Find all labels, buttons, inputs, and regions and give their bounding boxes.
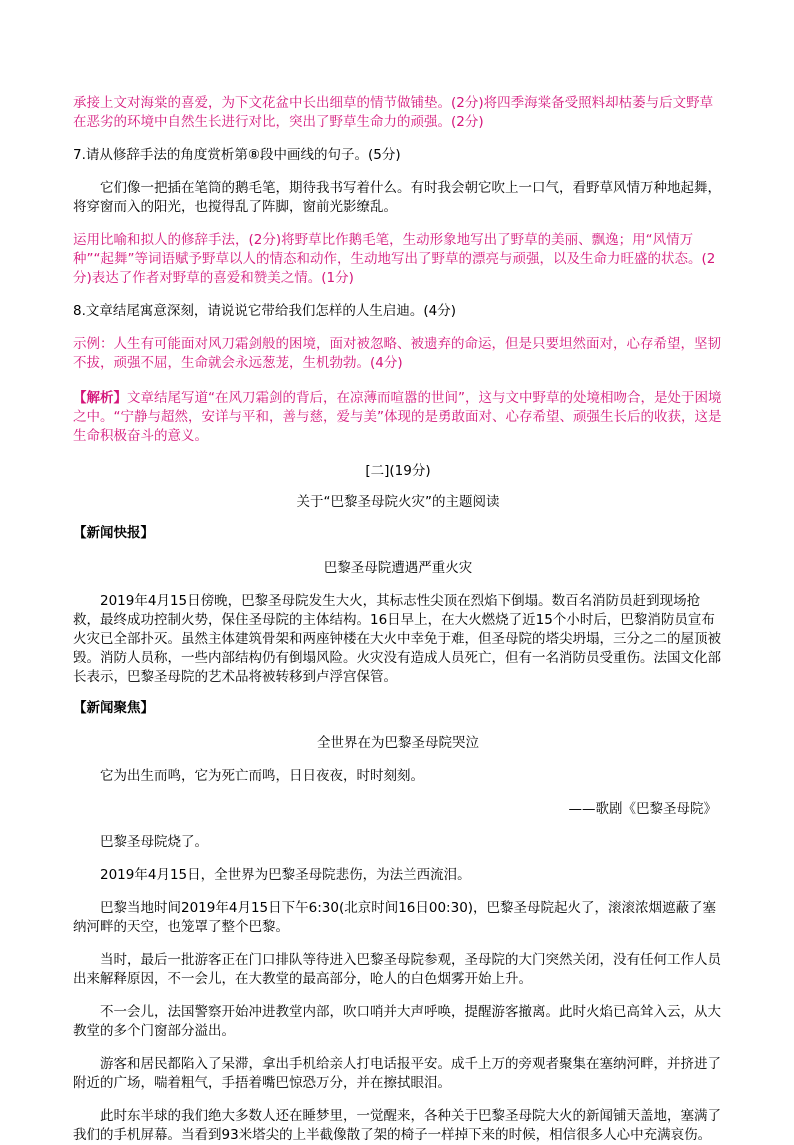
news-focus-paragraph: 游客和居民都陷入了呆滞，拿出手机给亲人打电话报平安。成千上万的旁观者聚集在塞纳河畔，并挤进了附近的广场，喘着粗气，手捂着嘴巴惊恐万分，并在擦拭眼泪。 (73, 1056, 721, 1091)
news-flash-title: 巴黎圣母院遭遇严重火灾 (323, 560, 473, 576)
section-heading: [二](19分) (365, 463, 431, 479)
analysis-tag: 【解析】 (73, 390, 127, 406)
q6-answer: 承接上文对海棠的喜爱，为下文花盆中长出细草的情节做铺垫。(2分)将四季海棠备受照料却枯萎与后文野草在恶劣的环境中自然生长进行对比，突出了野草生命力的顽强。(2分) (73, 95, 714, 130)
news-focus-paragraph: 2019年4月15日，全世界为巴黎圣母院悲伤，为法兰西流泪。 (100, 867, 471, 883)
document-page (73, 94, 723, 1145)
analysis-text: 文章结尾写道“在风刀霜剑的背后，在凉薄而喧嚣的世间”，这与文中野草的处境相吻合，是处于困境之中。“宁静与超然，安详与平和，善与慈，爱与美”体现的是勇敢面对、心存希望、顽强生长后的收获，这是生命积极奋斗的意义。 (73, 390, 722, 444)
q7-question: 7.请从修辞手法的角度赏析第⑧段中画线的句子。(5分) (73, 147, 401, 163)
news-focus-paragraph: 巴黎当地时间2019年4月15日下午6:30(北京时间16日00:30)，巴黎圣母院起火了，滚滚浓烟遮蔽了塞纳河畔的天空，也笼罩了整个巴黎。 (73, 900, 717, 935)
section-topic: 关于“巴黎圣母院火灾”的主题阅读 (296, 494, 500, 510)
news-focus-paragraph: 巴黎圣母院烧了。 (100, 834, 208, 850)
news-focus-label: 【新闻聚焦】 (73, 700, 154, 716)
news-flash-body: 2019年4月15日傍晚，巴黎圣母院发生大火，其标志性尖顶在烈焰下倒塌。数百名消防员赶到现场抢救，最终成功控制火势，保住圣母院的主体结构。16日早上，在大火燃烧了近15个小时后，巴黎消防员宣布火灾已全部扑灭。虽然主体建筑骨架和两座钟楼在大火中幸免于难，但圣母院的塔尖坍塌，三分之二的屋顶被毁。消防人员称，一些内部结构仍有倒塌风险。火灾没有造成人员死亡，但有一名消防员受重伤。法国文化部长表示，巴黎圣母院的艺术品将被转移到卢浮宫保管。 (73, 593, 721, 685)
epigraph-attribution: ——歌剧《巴黎圣母院》 (568, 801, 717, 817)
q8-answer: 示例：人生有可能面对风刀霜剑般的困境，面对被忽略、被遗弃的命运，但是只要坦然面对，心存希望，坚韧不拔，顽强不屈，生命就会永远葱茏，生机勃勃。(4分) (73, 336, 721, 371)
news-focus-paragraph: 此时东半球的我们绝大多数人还在睡梦里，一觉醒来，各种关于巴黎圣母院大火的新闻铺天盖地，塞满了我们的手机屏幕。当看到93米塔尖的上半截像散了架的椅子一样掉下来的时候，相信很多人心中充满哀伤。 (73, 1108, 721, 1143)
q8-analysis (73, 389, 723, 446)
q7-quote: 它们像一把插在笔筒的鹅毛笔，期待我书写着什么。有时我会朝它吹上一口气，看野草风情万种地起舞，将穿窗而入的阳光，也搅得乱了阵脚，窗前光影缭乱。 (73, 180, 721, 215)
news-flash-label: 【新闻快报】 (73, 525, 154, 541)
news-focus-paragraph: 不一会儿，法国警察开始冲进教堂内部，吹口哨并大声呼唤，提醒游客撤离。此时火焰已高耸入云，从大教堂的多个门窗部分溢出。 (73, 1004, 721, 1039)
news-focus-title: 全世界在为巴黎圣母院哭泣 (317, 735, 479, 751)
news-focus-paragraph: 当时，最后一批游客正在门口排队等待进入巴黎圣母院参观，圣母院的大门突然关闭，没有任何工作人员出来解释原因，不一会儿，在大教堂的最高部分，呛人的白色烟雾开始上升。 (73, 952, 721, 987)
q8-question: 8.文章结尾寓意深刻，请说说它带给我们怎样的人生启迪。(4分) (73, 303, 457, 319)
q7-answer: 运用比喻和拟人的修辞手法，(2分)将野草比作鹅毛笔，生动形象地写出了野草的美丽、飘逸；用“风情万种”“起舞”等词语赋予野草以人的情态和动作，生动地写出了野草的漂亮与顽强，以及生命力旺盛的状态。(2分)表达了作者对野草的喜爱和赞美之情。(1分) (73, 232, 716, 286)
news-focus-epigraph: 它为出生而鸣，它为死亡而鸣，日日夜夜，时时刻刻。 (100, 768, 424, 784)
